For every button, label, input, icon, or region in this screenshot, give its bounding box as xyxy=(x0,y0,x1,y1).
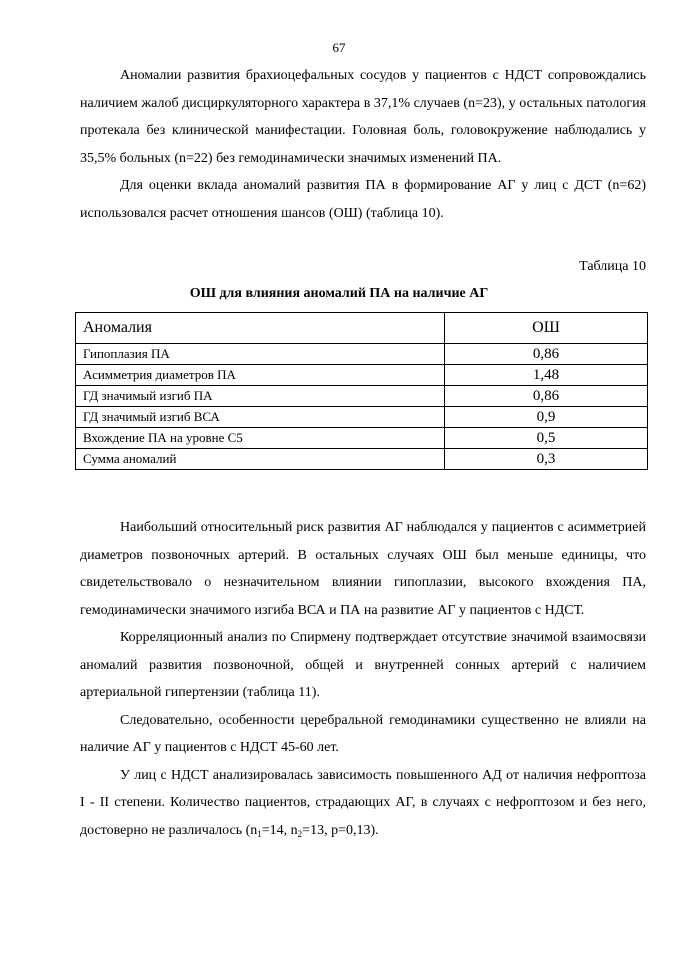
odds-ratio-cell: 0,3 xyxy=(445,449,648,470)
paragraph: Для оценки вклада аномалий развития ПА в формирование АГ у лиц с ДСТ (n=62) использовался расчет отношения шансов (ОШ) (таблица 10). xyxy=(80,178,646,221)
paragraph-nephroptosis xyxy=(80,762,646,845)
table-row xyxy=(76,386,648,407)
anomaly-cell: ГД значимый изгиб ВСА xyxy=(76,407,445,428)
odds-ratio-cell: 0,86 xyxy=(445,344,648,365)
table-title: ОШ для влияния аномалий ПА на наличие АГ xyxy=(189,286,489,301)
column-header-or: ОШ xyxy=(445,313,648,344)
anomaly-cell: Асимметрия диаметров ПА xyxy=(76,365,445,386)
anomaly-cell: Сумма аномалий xyxy=(76,449,445,470)
anomaly-cell: ГД значимый изгиб ПА xyxy=(76,386,445,407)
paragraph: Корреляционный анализ по Спирмену подтверждает отсутствие значимой взаимосвязи аномалий развития позвоночной, общей и внутренней сонных артерий с наличием артериальной гипертензии (таблица 11). xyxy=(80,630,646,700)
odds-ratio-cell: 0,86 xyxy=(445,386,648,407)
paragraph: Наибольший относительный риск развития АГ наблюдался у пациентов с асимметрией диаметров позвоночных артерий. В остальных случаях ОШ был меньше единицы, что свидетельствовало о незначительном влиянии гипоплазии, высокого вхождения ПА, гемодинамически значимого изгиба ВСА и ПА на развитие АГ у пациентов с НДСТ. xyxy=(80,520,646,618)
table-caption: Таблица 10 xyxy=(579,259,646,274)
page-number: 67 xyxy=(332,40,346,55)
paragraph: Следовательно, особенности церебральной гемодинамики существенно не влияли на наличие АГ у пациентов с НДСТ 45-60 лет. xyxy=(80,712,646,755)
table-row xyxy=(76,407,648,428)
table-header-row xyxy=(76,313,648,344)
anomaly-cell: Гипоплазия ПА xyxy=(76,344,445,365)
paragraph-text: =14, n xyxy=(261,822,298,838)
paragraph: Аномалии развития брахиоцефальных сосудов у пациентов с НДСТ сопровождались наличием жалоб дисциркуляторного характера в 37,1% случаев (n=23), у остальных патология протекала без клинической манифестации. Головная боль, головокружение наблюдались у 35,5% больных (n=22) без гемодинамически значимых изменений ПА. xyxy=(80,68,646,166)
subscript: 1 xyxy=(257,828,262,839)
odds-ratio-table xyxy=(75,312,648,470)
odds-ratio-cell: 1,48 xyxy=(445,365,648,386)
table-row xyxy=(76,449,648,470)
paragraph-text: =13, p=0,13). xyxy=(302,822,379,838)
table-row xyxy=(76,344,648,365)
column-header-anomaly: Аномалия xyxy=(76,313,445,344)
subscript: 2 xyxy=(297,828,303,839)
paragraph-text: У лиц с НДСТ анализировалась зависимость повышенного АД от наличия нефроптоза I - II степени. Количество пациентов, страдающих АГ, в случаях с нефроптозом и без него, достоверно не различалось (n xyxy=(80,767,646,838)
intro-text xyxy=(80,62,646,227)
anomaly-cell: Вхождение ПА на уровне С5 xyxy=(76,428,445,449)
table-row xyxy=(76,428,648,449)
odds-ratio-cell: 0,9 xyxy=(445,407,648,428)
odds-ratio-cell: 0,5 xyxy=(445,428,648,449)
table-row xyxy=(76,365,648,386)
results-text xyxy=(80,514,646,844)
